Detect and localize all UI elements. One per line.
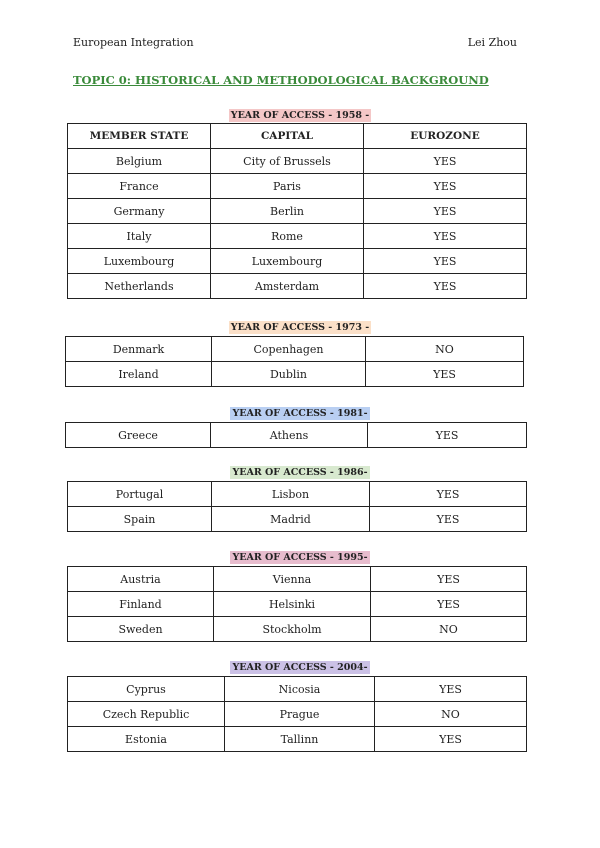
member-state-cell: Germany [68, 199, 211, 224]
table-row [68, 482, 527, 507]
member-table-1973 [65, 336, 524, 387]
member-state-cell: Belgium [68, 149, 211, 174]
eurozone-cell: YES [370, 482, 527, 507]
member-state-cell: Sweden [68, 617, 214, 642]
member-state-cell: Luxembourg [68, 249, 211, 274]
capital-cell: Athens [211, 423, 368, 448]
capital-cell: Tallinn [225, 727, 375, 752]
capital-cell: Stockholm [214, 617, 371, 642]
table-row [66, 423, 527, 448]
capital-cell: Nicosia [225, 677, 375, 702]
table-row [68, 617, 527, 642]
table-row [68, 199, 527, 224]
member-table-1995 [67, 566, 527, 642]
eurozone-cell: YES [364, 149, 527, 174]
eurozone-cell: YES [364, 174, 527, 199]
table-row [68, 677, 527, 702]
member-state-cell: Italy [68, 224, 211, 249]
member-table-1981 [65, 422, 527, 448]
member-state-cell: Portugal [68, 482, 212, 507]
eurozone-cell: YES [375, 727, 527, 752]
eurozone-cell: YES [366, 362, 524, 387]
table-row [68, 224, 527, 249]
section-title-text: YEAR OF ACCESS - 2004- [232, 662, 368, 673]
table-row [66, 337, 524, 362]
table-row [68, 592, 527, 617]
member-table-1958 [67, 123, 527, 299]
eurozone-cell: YES [371, 567, 527, 592]
section-title-1986 [0, 467, 600, 478]
eurozone-cell: YES [364, 199, 527, 224]
column-header-capital: CAPITAL [211, 124, 364, 149]
table-row [68, 567, 527, 592]
document-header-author: Lei Zhou [467, 36, 517, 49]
table-row [68, 507, 527, 532]
member-state-cell: Estonia [68, 727, 225, 752]
section-title-text: YEAR OF ACCESS - 1973 - [230, 322, 370, 333]
member-state-cell: Denmark [66, 337, 212, 362]
capital-cell: Amsterdam [211, 274, 364, 299]
section-title-1995 [0, 552, 600, 563]
capital-cell: Paris [211, 174, 364, 199]
eurozone-cell: YES [370, 507, 527, 532]
eurozone-cell: NO [366, 337, 524, 362]
member-state-cell: Greece [66, 423, 211, 448]
table-row [68, 149, 527, 174]
capital-cell: Rome [211, 224, 364, 249]
table-row [68, 702, 527, 727]
eurozone-cell: YES [364, 274, 527, 299]
member-state-cell: Finland [68, 592, 214, 617]
capital-cell: Luxembourg [211, 249, 364, 274]
member-state-cell: Cyprus [68, 677, 225, 702]
member-table-2004 [67, 676, 527, 752]
capital-cell: Prague [225, 702, 375, 727]
eurozone-cell: NO [371, 617, 527, 642]
topic-heading: TOPIC 0: HISTORICAL AND METHODOLOGICAL BACKGROUND [73, 73, 489, 87]
capital-cell: City of Brussels [211, 149, 364, 174]
eurozone-cell: YES [371, 592, 527, 617]
column-header-eurozone: EUROZONE [364, 124, 527, 149]
capital-cell: Vienna [214, 567, 371, 592]
eurozone-cell: YES [364, 249, 527, 274]
member-state-cell: Czech Republic [68, 702, 225, 727]
section-title-text: YEAR OF ACCESS - 1995- [232, 552, 368, 563]
table-row [66, 362, 524, 387]
member-table-1986 [67, 481, 527, 532]
document-header-title: European Integration [73, 36, 194, 49]
section-title-text: YEAR OF ACCESS - 1981- [232, 408, 368, 419]
eurozone-cell: YES [364, 224, 527, 249]
capital-cell: Helsinki [214, 592, 371, 617]
section-title-text: YEAR OF ACCESS - 1958 - [230, 110, 370, 121]
capital-cell: Copenhagen [212, 337, 366, 362]
section-title-1981 [0, 408, 600, 419]
capital-cell: Madrid [212, 507, 370, 532]
section-title-text: YEAR OF ACCESS - 1986- [232, 467, 368, 478]
table-row [68, 727, 527, 752]
eurozone-cell: YES [368, 423, 527, 448]
section-title-1958 [0, 110, 600, 121]
member-state-cell: Netherlands [68, 274, 211, 299]
table-row [68, 274, 527, 299]
column-header-member-state: MEMBER STATE [68, 124, 211, 149]
eurozone-cell: NO [375, 702, 527, 727]
capital-cell: Berlin [211, 199, 364, 224]
capital-cell: Lisbon [212, 482, 370, 507]
table-header-row [68, 124, 527, 149]
section-title-2004 [0, 662, 600, 673]
member-state-cell: Ireland [66, 362, 212, 387]
member-state-cell: France [68, 174, 211, 199]
eurozone-cell: YES [375, 677, 527, 702]
member-state-cell: Austria [68, 567, 214, 592]
member-state-cell: Spain [68, 507, 212, 532]
section-title-1973 [0, 322, 600, 333]
table-row [68, 174, 527, 199]
capital-cell: Dublin [212, 362, 366, 387]
table-row [68, 249, 527, 274]
